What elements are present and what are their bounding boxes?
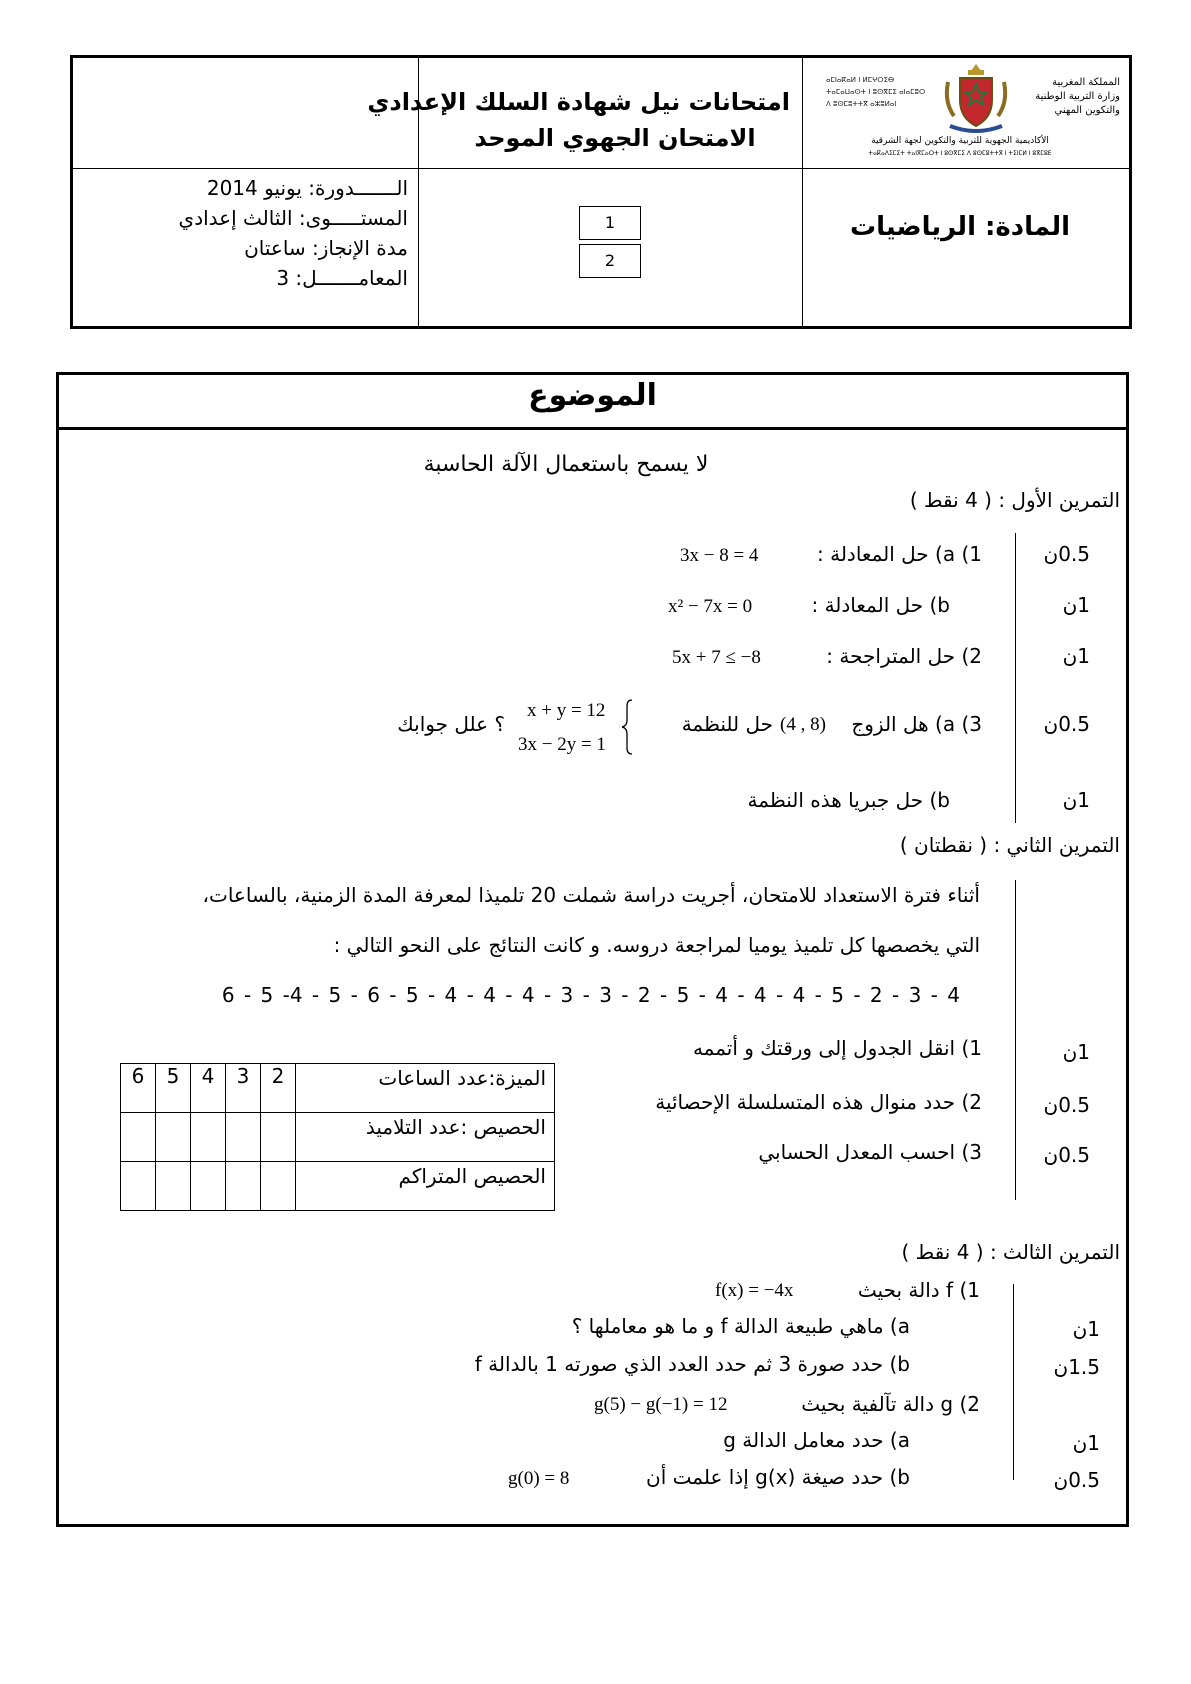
statistics-table xyxy=(120,1063,555,1211)
equation: 3x − 8 = 4 xyxy=(680,545,759,566)
table-row xyxy=(121,1162,555,1211)
table-cell xyxy=(191,1113,226,1162)
header-divider-horizontal xyxy=(73,168,1129,169)
question-label: a) ماهي طبيعة الدالة f و ما هو معاملها ؟ xyxy=(571,1314,910,1338)
points-divider xyxy=(1015,533,1016,823)
tifinagh-line: ⴷ ⵓⵙⵎⵓⵜⵜⴳ ⴰⵣⵓⵍⴰⵏ xyxy=(826,100,897,108)
question-label: 3) احسب المعدل الحسابي xyxy=(758,1140,982,1164)
table-row-label: الحصيص :عدد التلاميذ xyxy=(296,1113,555,1162)
tifinagh-line: ⵜⴰⵎⴰⵡⴰⵙⵜ ⵏ ⵓⵙⴳⵎⵉ ⴰⵏⴰⵎⵓⵔ xyxy=(826,88,926,96)
exercise-2-paragraph: التي يخصصها كل تلميذ يوميا لمراجعة دروسه. و كانت النتائج على النحو التالي : xyxy=(333,933,980,957)
function-definition: f(x) = −4x xyxy=(715,1280,794,1301)
question-label: 2) g دالة تآلفية بحيث xyxy=(801,1392,980,1416)
session-info: الـــــــدورة: يونيو 2014 xyxy=(206,176,408,200)
table-row-label: الحصيص المتراكم xyxy=(296,1162,555,1211)
table-cell xyxy=(121,1162,156,1211)
question-label: b) حل جبريا هذه النظمة xyxy=(747,788,950,812)
table-cell: 2 xyxy=(261,1064,296,1113)
points-label: 1ن xyxy=(1062,644,1090,668)
points-label: 1ن xyxy=(1072,1317,1100,1341)
points-label: 0.5ن xyxy=(1043,712,1090,736)
table-row xyxy=(121,1113,555,1162)
question-label: b) حدد صورة 3 ثم حدد العدد الذي صورته 1 بالدالة f xyxy=(474,1352,910,1376)
initial-condition: g(0) = 8 xyxy=(508,1468,570,1489)
points-label: 1ن xyxy=(1072,1431,1100,1455)
question-label: 1) a) حل المعادلة : xyxy=(817,542,982,566)
points-divider xyxy=(1015,880,1016,1200)
table-cell: 6 xyxy=(121,1064,156,1113)
coat-of-arms-icon xyxy=(942,60,1010,138)
inequality: 5x + 7 ≤ −8 xyxy=(672,647,761,668)
question-label: b) حدد صيغة g(x) إذا علمت أن xyxy=(646,1465,910,1489)
heading-divider xyxy=(59,427,1126,430)
table-cell xyxy=(156,1162,191,1211)
table-cell xyxy=(156,1113,191,1162)
page-number-box: 1 xyxy=(579,206,641,240)
subject-label: المادة: الرياضيات xyxy=(849,212,1070,242)
exercise-2-title: التمرين الثاني : ( نقطتان ) xyxy=(899,833,1120,857)
points-label: 1.5ن xyxy=(1053,1355,1100,1379)
calculator-note: لا يسمح باستعمال الآلة الحاسبة xyxy=(423,452,709,477)
question-label: 3) a) هل الزوج xyxy=(851,712,982,736)
level-info: المستـــــوى: الثالث إعدادي xyxy=(178,206,408,230)
points-label: 1ن xyxy=(1062,1040,1090,1064)
ministry-line: المملكة المغربية xyxy=(1052,77,1120,88)
function-condition: g(5) − g(−1) = 12 xyxy=(594,1394,728,1415)
points-label: 1ن xyxy=(1062,788,1090,812)
table-cell: 3 xyxy=(226,1064,261,1113)
table-cell xyxy=(226,1113,261,1162)
ministry-line: والتكوين المهني xyxy=(1054,105,1120,116)
academy-name-tifinagh: ⵜⴰⴽⴰⴷⵉⵎⵉⵜ ⵜⴰⵏⴳⵎⴰⵔⵜ ⵏ ⵓⵙⴳⵎⵉ ⴷ ⵓⵙⵎⵓⵜⵜⴳ ⵏ ⵜⵉⵏⵎⵍ ⵏ ⵓⴳⵎⵓⴹ xyxy=(868,150,1052,157)
data-series: 4 - 3 - 2 - 5 - 4 - 4 - 4 - 5 - 2 - 3 - 3 - 4 - 4 - 4 - 5 - 6 - 5 - 4- 5 - 6 xyxy=(221,983,960,1007)
question-label: a) حدد معامل الدالة g xyxy=(723,1428,910,1452)
question-label: 2) حدد منوال هذه المتسلسلة الإحصائية xyxy=(655,1090,982,1114)
tifinagh-ministry-block xyxy=(826,74,926,128)
exercise-2-paragraph: أثناء فترة الاستعداد للامتحان، أجريت دراسة شملت 20 تلميذا لمعرفة المدة الزمنية، بالساعات، xyxy=(202,883,980,907)
table-cell: 5 xyxy=(156,1064,191,1113)
question-label: 1) انقل الجدول إلى ورقتك و أتممه xyxy=(692,1036,982,1060)
exam-title-line2: الامتحان الجهوي الموحد xyxy=(474,124,756,152)
exercise-3-title: التمرين الثالث : ( 4 نقط ) xyxy=(901,1240,1120,1264)
page-number-box: 2 xyxy=(579,244,641,278)
table-cell xyxy=(226,1162,261,1211)
points-label: 1ن xyxy=(1062,593,1090,617)
exercise-1-title: التمرين الأول : ( 4 نقط ) xyxy=(909,488,1120,512)
table-cell: 4 xyxy=(191,1064,226,1113)
table-row xyxy=(121,1064,555,1113)
points-label: 0.5ن xyxy=(1043,1143,1090,1167)
ministry-line: وزارة التربية الوطنية xyxy=(1035,91,1120,102)
points-label: 0.5ن xyxy=(1053,1468,1100,1492)
table-cell xyxy=(191,1162,226,1211)
table-row-label: الميزة:عدد الساعات xyxy=(296,1064,555,1113)
number-pair: (4 , 8) xyxy=(780,714,826,735)
question-label: 1) f دالة بحيث xyxy=(857,1278,980,1302)
system-equation-1: x + y = 12 xyxy=(527,700,606,721)
table-cell xyxy=(261,1113,296,1162)
system-brace-icon xyxy=(620,698,634,756)
question-label: حل للنظمة xyxy=(681,712,773,736)
section-heading: الموضوع xyxy=(528,378,657,413)
system-equation-2: 3x − 2y = 1 xyxy=(518,734,606,755)
tifinagh-line: ⴰⵎⵏⴰⴽⴰⵍ ⵏ ⵍⵎⵖⵔⵉⴱ xyxy=(826,76,895,84)
coefficient-info: المعامـــــــل: 3 xyxy=(276,266,408,290)
exam-title-line1: امتحانات نيل شهادة السلك الإعدادي xyxy=(367,88,790,116)
header-divider-right xyxy=(802,58,803,326)
points-label: 0.5ن xyxy=(1043,1093,1090,1117)
points-divider xyxy=(1013,1284,1014,1480)
table-cell xyxy=(121,1113,156,1162)
table-cell xyxy=(261,1162,296,1211)
ministry-name-block xyxy=(1015,76,1120,118)
academy-name: الأكاديمية الجهوية للتربية والتكوين لجهة الشرقية xyxy=(871,136,1049,146)
points-label: 0.5ن xyxy=(1043,542,1090,566)
question-label: b) حل المعادلة : xyxy=(811,593,950,617)
question-label: ؟ علل جوابك xyxy=(397,712,505,736)
question-label: 2) حل المتراجحة : xyxy=(826,644,982,668)
equation: x² − 7x = 0 xyxy=(668,596,753,617)
duration-info: مدة الإنجاز: ساعتان xyxy=(244,236,408,260)
